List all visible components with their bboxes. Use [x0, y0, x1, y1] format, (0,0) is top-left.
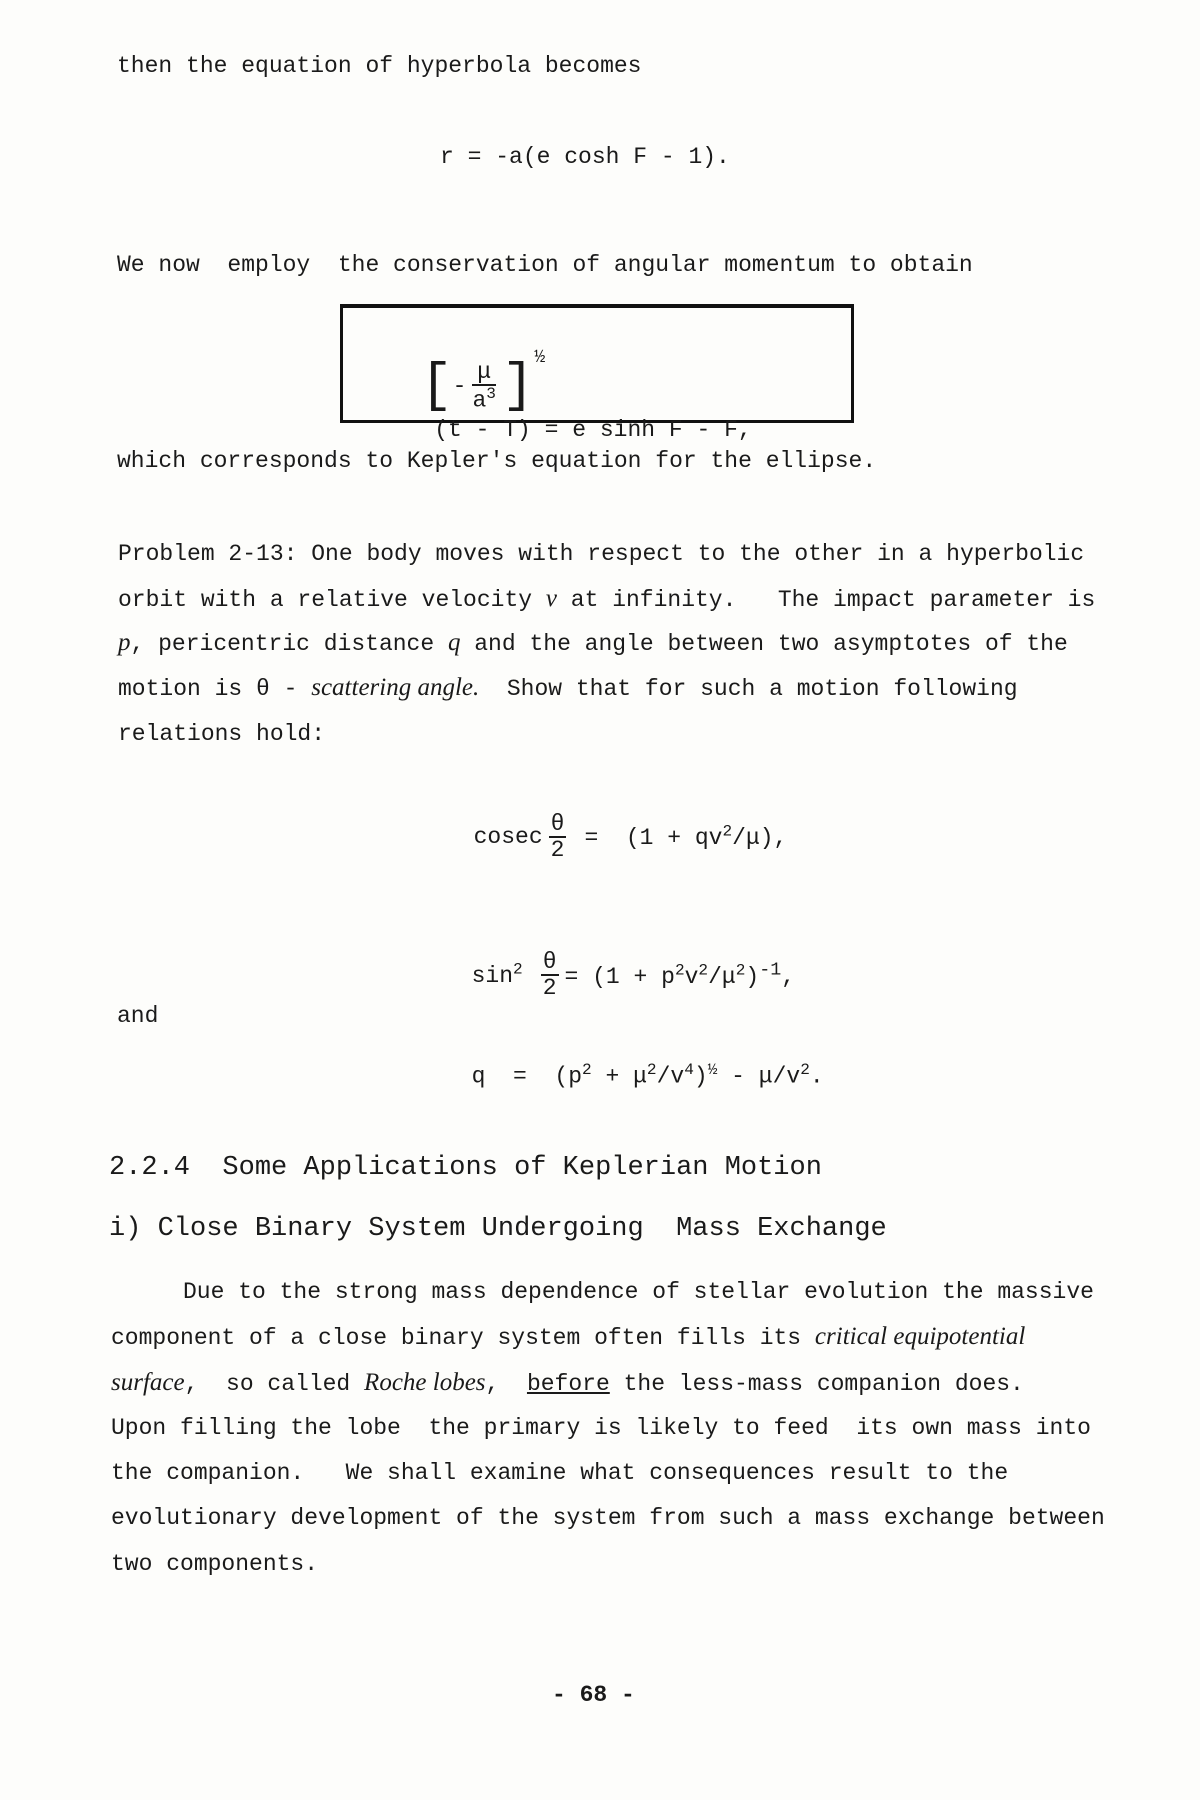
kepler-correspondence-text: which corresponds to Kepler's equation for the ellipse. [117, 448, 877, 474]
problem-line-1: Problem 2-13: One body moves with respect to the other in a hyperbolic [118, 541, 1085, 567]
problem-line-5: relations hold: [118, 721, 326, 747]
paragraph-line-6: evolutionary development of the system from such a mass exchange between [111, 1505, 1105, 1531]
conservation-text: We now employ the conservation of angular momentum to obtain [117, 252, 973, 278]
bracket-open: [ [420, 356, 453, 417]
bracket-close: ] [501, 356, 535, 417]
exponent-half: ½ [534, 347, 546, 368]
and-text: and [117, 1003, 159, 1029]
mu-over-a3 [472, 360, 495, 413]
equation-rhs: (t - T) = e sinh F - F, [434, 417, 752, 443]
paragraph-line-7: two components. [111, 1551, 319, 1577]
paragraph-line-2: component of a close binary system often fills its critical equipotential [111, 1323, 1026, 1351]
cosec-equation: cosec $\frac{\theta}{2}$ = $(1 + qv^2/\mu)$, [473, 811, 788, 864]
paragraph-line-1: Due to the strong mass dependence of stellar evolution the massive [183, 1279, 1094, 1305]
scattering-angle-term: scattering angle. [311, 674, 480, 701]
numerator: μ [472, 360, 495, 386]
paragraph-line-3: surface, so called Roche lobes, before the less-mass companion does. [111, 1369, 1024, 1397]
section-heading: 2.2.4 Some Applications of Keplerian Motion [109, 1153, 822, 1183]
minus-sign: - [452, 373, 467, 400]
subsection-heading: i) Close Binary System Undergoing Mass Exchange [109, 1214, 887, 1244]
paragraph-line-4: Upon filling the lobe the primary is likely to feed its own mass into [111, 1415, 1091, 1441]
denominator: $a^3$ [472, 385, 496, 414]
intro-text: then the equation of hyperbola becomes [117, 53, 642, 79]
hyperbola-equation: r = -a(e cosh F - 1). [440, 144, 730, 170]
sin-squared-equation: $\sin^2$ $\frac{\theta}{2}$ = $(1 + p^2v^2/\mu^2)^{-1}$, [471, 949, 796, 1002]
boxed-kepler-equation [340, 304, 854, 443]
problem-line-2: orbit with a relative velocity v at infinity. The impact parameter is [118, 585, 1096, 613]
problem-label: Problem 2-13: [118, 541, 298, 567]
problem-line-3: p, pericentric distance q and the angle between two asymptotes of the [118, 629, 1068, 657]
problem-line-4: motion is θ - scattering angle. Show that for such a motion following [118, 674, 1018, 702]
page-number: - 68 - [552, 1682, 635, 1708]
q-equation: $q = (p^2 + \mu^2/v^4)^{\frac{1}{2}} - \mu/v^2$. [471, 1061, 824, 1090]
paragraph-line-5: the companion. We shall examine what consequences result to the [111, 1460, 1009, 1486]
